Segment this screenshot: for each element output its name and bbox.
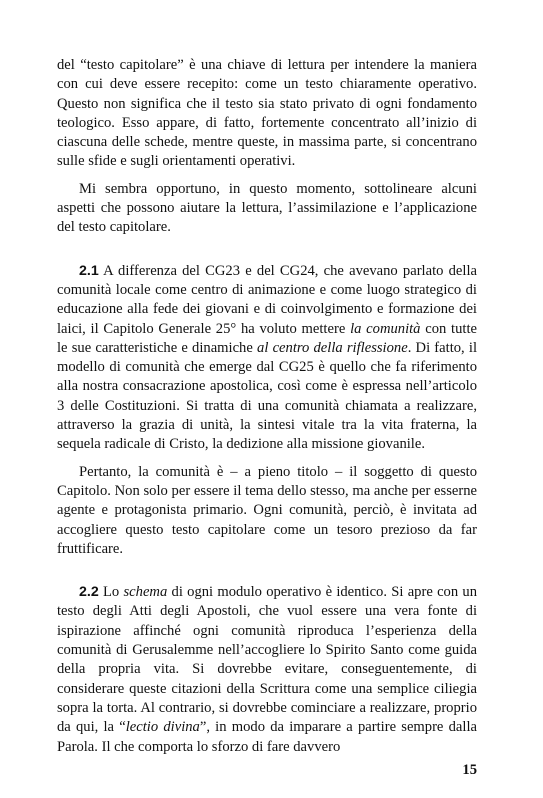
paragraph-community-subject: Pertanto, la comunità è – a pieno titolo – il soggetto di questo Capitolo. Non solo per essere il tema dello stesso, ma anche per esserne agente e protagonista primario. Ogni comunità, perciò, è invitata ad accogliere questo testo capitolare come un tesoro prezioso da far fruttificare. — [57, 463, 477, 557]
emphasis-text: al centro della riflessione — [257, 339, 408, 356]
emphasis-text: la comunità — [350, 320, 421, 337]
page-number: 15 — [462, 762, 477, 778]
text-run: Lo — [98, 584, 124, 601]
paragraph-intro: Mi sembra opportuno, in questo momento, sottolineare alcuni aspetti che possono aiutare la lettura, l’assimilazione e l’applicazione del testo capitolare. — [57, 180, 477, 236]
text-run: . Di fatto, il modello di comunità che emerge dal CG25 è quello che fa riferimento alla nostra consacrazione apostolica, così come è espressa nell’articolo 3 delle Costituzioni. Si tratta di una comunità chiamata a realizzare, attraverso la grazia di unità, la sintesi vitale tra la vita fraterna, la sequela radicale di Cristo, la dedizione alla missione giovanile. — [57, 339, 477, 453]
emphasis-text: schema — [123, 584, 168, 601]
paragraph-continuation: del “testo capitolare” è una chiave di lettura per intendere la maniera con cui deve essere recepito: come un testo chiaramente operativo. Questo non significa che il testo sia stato privato di ogni fondamento teologico. Esso appare, di fatto, fortemente concentrato all’inizio di ciascuna delle schede, mentre queste, in massima parte, si concentrano sulle sfide e sugli orientamenti operativi. — [57, 57, 477, 170]
text-run: con tutte le sue caratteristiche e dinamiche — [57, 320, 477, 356]
text-run: di ogni modulo operativo è identico. Si apre con un testo degli Atti degli Apostoli, che vuol essere una vera fonte di ispirazione affinché ogni comunità riproduca l’esperienza della comunità di Gerusalemme nell’accogliere lo Spirito Santo come guida della propria vita. Si dovrebbe evitare, conseguentemente, di considerare queste citazioni della Scrittura come una semplice ciliegia sopra la torta. Al contrario, si dovrebbe cominciare a realizzare, proprio da qui, la “ — [57, 584, 477, 736]
text-run: ”, in modo da imparare a partire sempre dalla Parola. Il che comporta lo sforzo di fare davvero — [57, 719, 477, 755]
emphasis-text: lectio divina — [125, 719, 200, 736]
section-2-1-paragraph — [57, 262, 477, 455]
section-2-2-paragraph — [57, 583, 477, 757]
text-run: A differenza del CG23 e del CG24, che avevano parlato della comunità locale come centro di animazione e come luogo strategico di educazione alla fede dei giovani e di coinvolgimento e formazione dei laici, il Capitolo Generale 25° ha voluto mettere — [57, 262, 477, 337]
page-body — [57, 56, 477, 757]
section-number: 2.1 — [79, 262, 99, 279]
section-number: 2.2 — [79, 584, 99, 601]
